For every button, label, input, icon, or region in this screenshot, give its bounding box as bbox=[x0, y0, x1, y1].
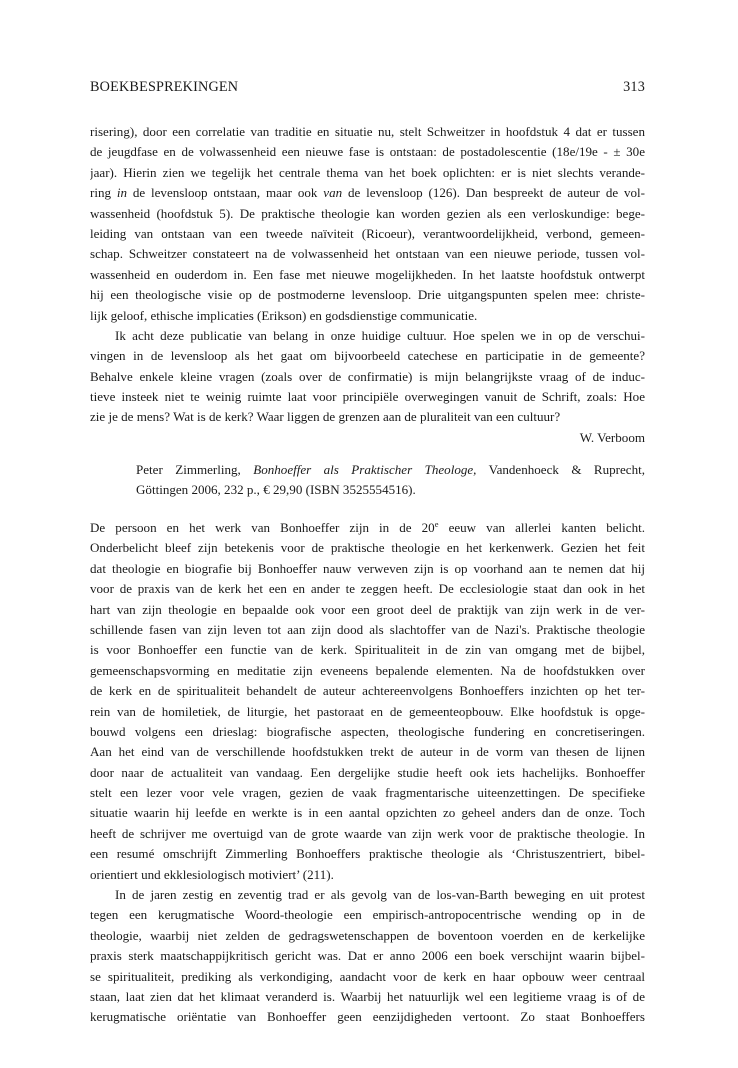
text-line: door naar de actualiteit van vandaag. Een dergelijke studie heeft ook iets hachelijks. Bonhoeffer bbox=[90, 764, 645, 780]
text-line: vingen in de levensloop als het gaat om bijvoorbeeld catechese en participatie in de gemeente? bbox=[90, 348, 645, 364]
citation-title: Bonhoeffer als Praktischer Theologe, bbox=[253, 462, 477, 477]
text-line: ring in de levensloop ontstaan, maar ook van de levensloop (126). Dan bespreekt de auteur de vol- bbox=[90, 185, 645, 201]
text-line: orientiert und ekklesiologisch motiviert’ (211). bbox=[90, 866, 334, 882]
review-verboom bbox=[90, 122, 645, 448]
text-line: zie je de mens? Wat is de kerk? Waar liggen de grenzen aan de pluraliteit van een cultuur? bbox=[90, 409, 561, 425]
text-line: bouwd volgens een drieslag: biografische aspecten, theologische fundering en concretiseringen. bbox=[90, 723, 645, 739]
text-line: situatie waarin hij leefde en werkte is in een aantal opzichten zo geheel anders dan de onze. Toch bbox=[90, 805, 645, 821]
text-line: wassenheid (hoofdstuk 5). De praktische theologie kan worden gezien als een verloskundige: bege- bbox=[90, 205, 645, 221]
text-line: In de jaren zestig en zeventig trad er als gevolg van de los-van-Barth beweging en uit protest bbox=[115, 887, 645, 903]
text-line: de jeugdfase en de volwassenheid een nieuwe fase is ontstaan: de postadolescentie (18e/19e - ± 30e bbox=[90, 144, 645, 160]
citation-line bbox=[136, 460, 645, 480]
superscript: e bbox=[434, 519, 439, 529]
text-line: rein van de homiletiek, de liturgie, het pastoraat en de gemeenteopbouw. Elke hoofdstuk is opge- bbox=[90, 703, 645, 719]
text-line: een resumé omschrijft Zimmerling Bonhoeffers praktische theologie als ‘Christuszentriert, bibel- bbox=[90, 846, 645, 862]
text-line: stelt een lezer voor vele vragen, gezien de vaak fragmentarische uiteenzettingen. De specifieke bbox=[90, 785, 645, 801]
text-line: dat theologie en biografie bij Bonhoeffer nauw verweven zijn is op voorhand aan te nemen dat hij bbox=[90, 560, 645, 576]
text-line: lijk geloof, ethische implicaties (Erikson) en godsdienstige communicatie. bbox=[90, 307, 478, 323]
text-line: Onderbelicht bleef zijn betekenis voor de praktische theologie en het kerkenwerk. Gezien het feit bbox=[90, 540, 645, 556]
reviewer-signature: W. Verboom bbox=[579, 429, 645, 445]
text-line: Ik acht deze publicatie van belang in onze huidige cultuur. Hoe spelen we in op de verschui- bbox=[115, 327, 645, 343]
text-line: gemeenschapsvorming en meditatie zijn eveneens bepalende elementen. Na de hoofdstukken over bbox=[90, 662, 645, 678]
text-line: jaar). Hierin zien we tegelijk het centrale thema van het boek oplichten: er is niet slechts verande- bbox=[90, 164, 645, 180]
text-line: De persoon en het werk van Bonhoeffer zijn in de 20e eeuw van allerlei kanten belicht. bbox=[90, 519, 645, 535]
citation-author: Peter Zimmerling, bbox=[136, 462, 254, 477]
italic-word: van bbox=[323, 185, 343, 201]
text-line: tieve insteek niet te weinig ruimte laat voor principiële overwegingen vanuit de Schrift, zoals: Hoe bbox=[90, 389, 645, 405]
text-line: kerugmatische oriëntatie van Bonhoeffer geen eenzijdigheden vertoont. Zo staat Bonhoeffers bbox=[90, 1009, 645, 1025]
text-line: de kerk en de spiritualiteit behandelt de auteur achtereenvolgens Bonhoeffers inzichten op het ter- bbox=[90, 683, 645, 699]
text-line: Behalve enkele kleine vragen (zoals over de confirmatie) is mijn belangrijkste vraag of de induc- bbox=[90, 368, 645, 384]
text-line: hart van zijn theologie en bepaalde ook voor een groot deel de praktijk van zijn werk in de ver- bbox=[90, 601, 645, 617]
page-number: 313 bbox=[623, 79, 645, 95]
text-line: is voor Bonhoeffer een functie van de kerk. Spiritualiteit in de zin van omgang met de bijbel, bbox=[90, 642, 645, 658]
text-line: se spiritualiteit, prediking als verkondiging, aandacht voor de kerk en haar opbouw weer centraal bbox=[90, 968, 645, 984]
text-line: Aan het eind van de verschillende hoofdstukken trekt de auteur in de vorm van thesen de lijnen bbox=[90, 744, 645, 760]
citation-publisher: Vandenhoeck & Ruprecht, bbox=[476, 462, 645, 477]
text-line: hij een theologische visie op de postmoderne levensloop. Drie uitgangspunten spelen mee: christe- bbox=[90, 287, 645, 303]
text-line: theologie, waarbij niet zelden de gedragswetenschappen de boventoon voerden en de kerkelijke bbox=[90, 927, 645, 943]
text-line: tegen een kerugmatische Woord-theologie een empirisch-antropocentrische wending op in de bbox=[90, 907, 645, 923]
text-line: risering), door een correlatie van traditie en situatie nu, stelt Schweitzer in hoofdstuk 4 dat er tussen bbox=[90, 124, 645, 139]
text-line: voor de praxis van de kerk het een en ander te zeggen heeft. De ecclesiologie staat dan ook in het bbox=[90, 581, 645, 597]
review-zimmerling bbox=[90, 518, 645, 1028]
section-title: BOEKBESPREKINGEN bbox=[90, 79, 239, 95]
text-line: wassenheid en ouderdom in. Een fase met nieuwe mogelijkheden. In het laatste hoofdstuk ontwerpt bbox=[90, 266, 645, 282]
text-line: staan, laat zien dat het klimaat veranderd is. Waarbij het natuurlijk wel een legitieme vraag is of de bbox=[90, 988, 645, 1004]
text-line: praxis sterk maatschappijkritisch gericht was. Dat er anno 2006 een boek verschijnt waarin bijbel- bbox=[90, 948, 645, 964]
citation-line: Göttingen 2006, 232 p., € 29,90 (ISBN 3525554516). bbox=[136, 482, 416, 498]
text-line: schap. Schweitzer constateert na de volwassenheid het ontstaan van een nieuwe periode, tussen vol- bbox=[90, 246, 645, 262]
text-line: leiding van ontstaan van een tweede naïviteit (Ricoeur), verantwoordelijkheid, verbond, gemeen- bbox=[90, 225, 645, 241]
italic-word: in bbox=[116, 185, 128, 201]
text-line: schillende fasen van zijn leven tot aan zijn dood als slachtoffer van de Nazi's. Praktische theologie bbox=[90, 621, 645, 637]
book-citation bbox=[136, 460, 645, 501]
text-line: heeft de schrijver me overtuigd van de grote waarde van zijn werk voor de praktische theologie. In bbox=[90, 825, 645, 841]
